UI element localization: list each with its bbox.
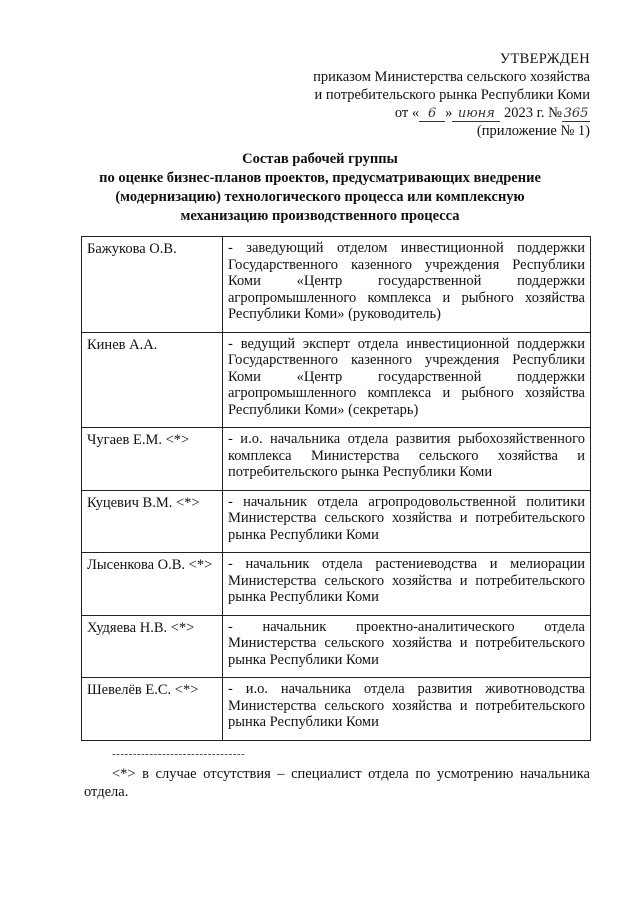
footnote-separator: --------------------------------: [112, 748, 246, 760]
member-name: Бажукова О.В.: [82, 237, 223, 333]
table-row: [82, 428, 591, 491]
date-year-number-label: 2023 г. №: [503, 105, 562, 121]
order-number: 365: [563, 106, 589, 121]
approval-block: [313, 50, 590, 140]
appendix-label: (приложение № 1): [476, 123, 590, 139]
heading-line-2: по оценке бизнес-планов проектов, предусматривающих внедрение: [99, 170, 541, 186]
footnote-text: <*> в случае отсутствия – специалист отдела по усмотрению начальника отдела.: [84, 766, 590, 800]
heading-line-1: Состав рабочей группы: [242, 151, 398, 167]
heading-line-3: (модернизацию) технологического процесса или комплексную: [115, 189, 525, 205]
member-role: - и.о. начальника отдела развития рыбохозяйственного комплекса Министерства сельского хозяйства и потребительского рынка Республики Коми: [223, 428, 591, 491]
approval-date-line: [313, 104, 590, 122]
heading-line-4: механизацию производственного процесса: [180, 208, 460, 224]
member-name: Лысенкова О.В. <*>: [82, 553, 223, 616]
approval-order-line2: и потребительского рынка Республики Коми: [314, 87, 590, 103]
table-row: [82, 237, 591, 333]
member-role: - и.о. начальника отдела развития животноводства Министерства сельского хозяйства и потребительского рынка Республики Коми: [223, 678, 591, 741]
table-row: [82, 553, 591, 616]
date-month: июня: [452, 107, 500, 122]
member-name: Куцевич В.М. <*>: [82, 490, 223, 553]
table-row: [82, 490, 591, 553]
member-name: Шевелёв Е.С. <*>: [82, 678, 223, 741]
member-name: Чугаев Е.М. <*>: [82, 428, 223, 491]
approval-title: УТВЕРЖДЕН: [499, 51, 590, 67]
date-day-close: »: [445, 105, 453, 121]
member-role: - начальник проектно-аналитического отдела Министерства сельского хозяйства и потребительского рынка Республики Коми: [223, 615, 591, 678]
member-name: Кинев А.А.: [82, 332, 223, 428]
date-prefix: от «: [394, 105, 420, 121]
date-day: 6: [419, 107, 445, 122]
member-name: Худяева Н.В. <*>: [82, 615, 223, 678]
table-row: [82, 678, 591, 741]
member-role: - заведующий отделом инвестиционной поддержки Государственного казенного учреждения Республики Коми «Центр государственной поддержки агропромышленного комплекса и рыбного хозяйства Республики Коми» (руководитель): [223, 237, 591, 333]
document-heading: [0, 150, 640, 226]
members-table: [81, 236, 591, 741]
member-role: - начальник отдела агропродовольственной политики Министерства сельского хозяйства и потребительского рынка Республики Коми: [223, 490, 591, 553]
member-role: - начальник отдела растениеводства и мелиорации Министерства сельского хозяйства и потребительского рынка Республики Коми: [223, 553, 591, 616]
member-role: - ведущий эксперт отдела инвестиционной поддержки Государственного казенного учреждения Республики Коми «Центр государственной поддержки агропромышленного комплекса и рыбного хозяйства Республики Коми» (секретарь): [223, 332, 591, 428]
table-row: [82, 615, 591, 678]
approval-order-line1: приказом Министерства сельского хозяйства: [313, 69, 590, 85]
table-row: [82, 332, 591, 428]
